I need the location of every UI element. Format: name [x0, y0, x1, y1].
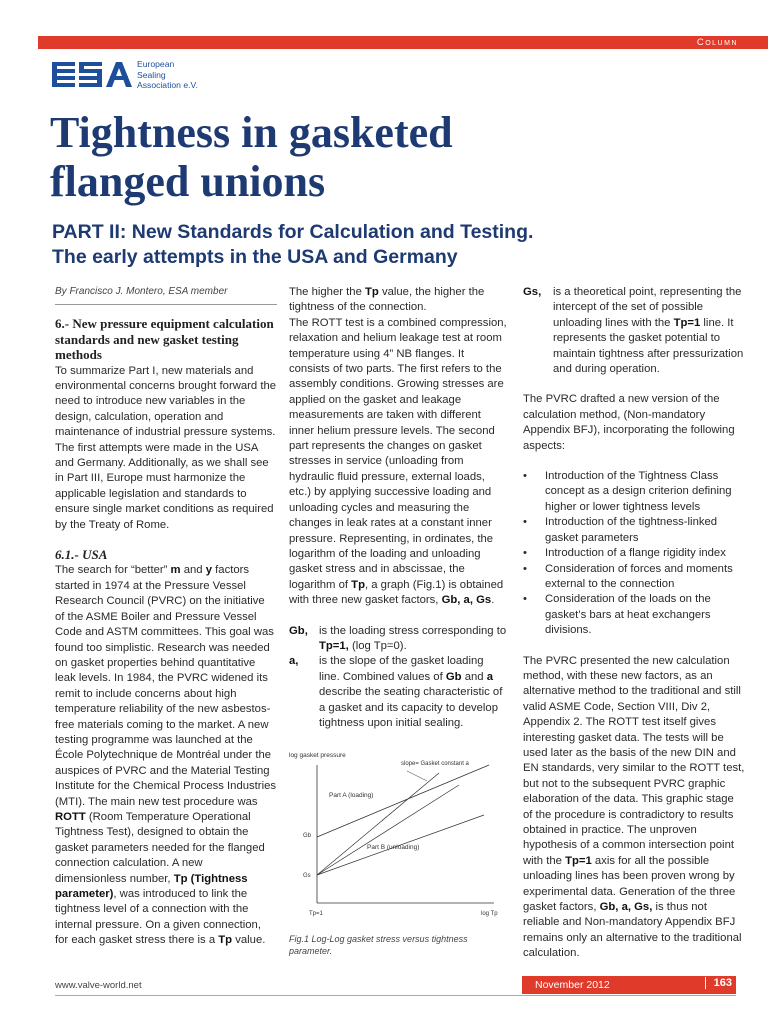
title-line-1: Tightness in gasketed [50, 108, 453, 157]
loading-line-a [317, 765, 489, 837]
bullet-text: Introduction of the Tightness Class concept as a design criterion defining higher or lower tightness levels [545, 470, 732, 513]
bullet-text: Consideration of the loads on the gasket’s bars at heat exchangers divisions. [545, 593, 711, 637]
definition-a [289, 654, 507, 731]
bullet-text: Consideration of forces and moments external to the connection [545, 562, 733, 590]
section-6-1-heading: 6.1.- USA [55, 546, 108, 562]
bullet-text: Introduction of the tightness-linked gasket parameters [545, 516, 718, 544]
figure-gb-label: Gb [303, 833, 312, 840]
unloading-line-1 [317, 773, 439, 875]
esa-logo-text [137, 59, 198, 91]
bullet-item [523, 546, 745, 561]
usa-paragraph: The search for “better” m and y factors started in 1974 at the Pressure Vessel Research Council (PVRC) on the initiative of the ASME Boiler and Pressure Vessel Code and ASTM committees. This goal was found too simplistic. Research was needed on gasket properties behind quantitative leak levels. In 1984, the PVRC widened its remit to include concerns about high temperature reliability of the new asbestos-free materials coming to the market. A new testing programme was launched at the École Polytechnique de Montréal under the auspices of PVRC and the Material Testing Institute for the Chemical Process Industries (MTI). The main new test procedure was ROTT (Room Temperature Operational Tightness Test), designed to obtain the gasket parameters needed for the flanged connection calculation. A new dimensionless number, Tp (Tightness parameter), was introduced to link the tightness level of a connection with the internal pressure. On a given connection, for each gasket stress there is a Tp value. [55, 564, 277, 947]
footer-url: www.valve-world.net [55, 980, 142, 991]
figure-ylabel: log gasket pressure [289, 752, 346, 760]
term-gs: Gs, [523, 286, 542, 298]
byline: By Francisco J. Montero, ESA member [55, 285, 277, 305]
esa-logo [52, 58, 198, 92]
article-title [50, 108, 750, 206]
footer-date: November 2012 [535, 979, 610, 991]
pvrc-final-paragraph: The PVRC presented the new calculation method, with these new factors, as an alternative method to the traditional and still valid ASME Code, Section VIII, Div 2, Appendix 2. The ROTT test itself gives interesting gasket data. The tests will be used later as the basis of the new DIN and EN standards, very similar to the ROTT test, but not to the subsequent PVRC graphic elaboration of the data. This graphic stage of the procedure is contradictory to results obtained in practice. The unproven hypothesis of a common intersection point with the Tp=1 axis for all the possible unloading lines has been proven wrong by experimental data. Generation of the three gasket factors, Gb, a, Gs, is thus not reliable and Non-mandatory Appendix BFJ remains only an alternative to the traditional calculation. [523, 654, 745, 960]
bullet-text: Introduction of a flange rigidity index [545, 547, 726, 560]
column-3 [523, 285, 745, 962]
rott-paragraph: The ROTT test is a combined compression, relaxation and helium leakage test at room temperature using 4” NB flanges. It consists of two parts. The first refers to the assembly conditions. Growing stresses are applied on the gasket and leakage measurements are taken with different inner helium pressure levels. The second part represents the changes on gasket stresses in service (unloading from hydraulic fluid pressure, external loads, etc.) by applying successive loading and unloading cycles and measuring the changes in leak rates at a constant inner pressure. Representing, in ordinates, the logarithm of the loading and unloading gasket stress and in abscissae, the logarithm of Tp, a graph (Fig.1) is obtained with three new gasket factors, Gb, a, Gs. [289, 316, 507, 607]
figure-1-graph [289, 745, 507, 925]
column-2 [289, 285, 507, 957]
definition-gb [289, 624, 507, 655]
column-header-bar [38, 36, 768, 49]
figure-1-caption: Fig.1 Log-Log gasket stress versus tightness parameter. [289, 933, 468, 956]
bullet-dot: • [523, 547, 527, 560]
logo-line-2: Sealing [137, 69, 166, 80]
footer-rule [55, 995, 736, 996]
bullet-item [523, 469, 745, 515]
subtitle-line-1: PART II: New Standards for Calculation and Testing. [52, 221, 534, 243]
tp-paragraph: The higher the Tp value, the higher the tightness of the connection. [289, 286, 485, 314]
column-1 [55, 285, 277, 949]
bullet-dot: • [523, 562, 527, 575]
figure-x-end-label: log Tp [481, 911, 498, 918]
figure-part-b-label: Part B (unloading) [367, 844, 420, 852]
definition-gs-text: is a theoretical point, representing the intercept of the set of possible unloading lines with the Tp=1 line. It represents the gasket potential to maintain tightness after pressurization and during operation. [553, 286, 744, 376]
section-6-paragraph: To summarize Part I, new materials and environmental concerns brought forward the need to introduce new variables in the design, calculation, operation and maintenance of industrial pressure systems. The first attempts were made in the USA and Germany. Additionally, as we shall see in Part III, Europe must harmonize the applicable legislation and standards to ensure single market conditions as required by the Treaty of Rome. [55, 364, 277, 531]
esa-logo-mark [52, 58, 134, 92]
figure-gs-label: Gs [303, 873, 311, 880]
definition-a-text: is the slope of the gasket loading line. Combined values of Gb and a describe the seating characteristic of a gasket and its capacity to develop tightness upon initial sealing. [319, 655, 503, 729]
column-label: Column [696, 37, 738, 48]
bullet-item [523, 562, 745, 593]
logo-line-1: European [137, 59, 175, 69]
figure-slope-label: slope= Gasket constant a [401, 761, 469, 768]
bullet-dot: • [523, 593, 527, 606]
term-gb: Gb, [289, 624, 308, 637]
term-a: a, [289, 655, 299, 668]
bullet-item [523, 592, 745, 638]
pvrc-aspects-list [523, 469, 745, 638]
subtitle-line-2: The early attempts in the USA and Germany [52, 246, 458, 268]
bullet-dot: • [523, 516, 527, 529]
bullet-item [523, 515, 745, 546]
definition-gb-text: is the loading stress corresponding to Tp=1, (log Tp=0). [319, 624, 507, 652]
slope-leader [407, 771, 427, 781]
bullet-dot: • [523, 470, 527, 483]
logo-line-3: Association e.V. [137, 80, 198, 90]
title-line-2: flanged unions [50, 157, 326, 206]
page-number: 163 [705, 977, 732, 989]
figure-part-a-label: Part A (loading) [329, 792, 374, 800]
article-subtitle [52, 220, 752, 270]
figure-x-start-label: Tp=1 [309, 911, 323, 918]
section-6-heading: 6.- New pressure equipment calculation standards and new gasket testing methods [55, 316, 274, 362]
figure-1 [289, 745, 507, 956]
definition-gs [523, 285, 745, 377]
pvrc-intro-paragraph: The PVRC drafted a new version of the calculation method, (Non-mandatory Appendix BFJ), incorporating the following aspects: [523, 393, 735, 452]
